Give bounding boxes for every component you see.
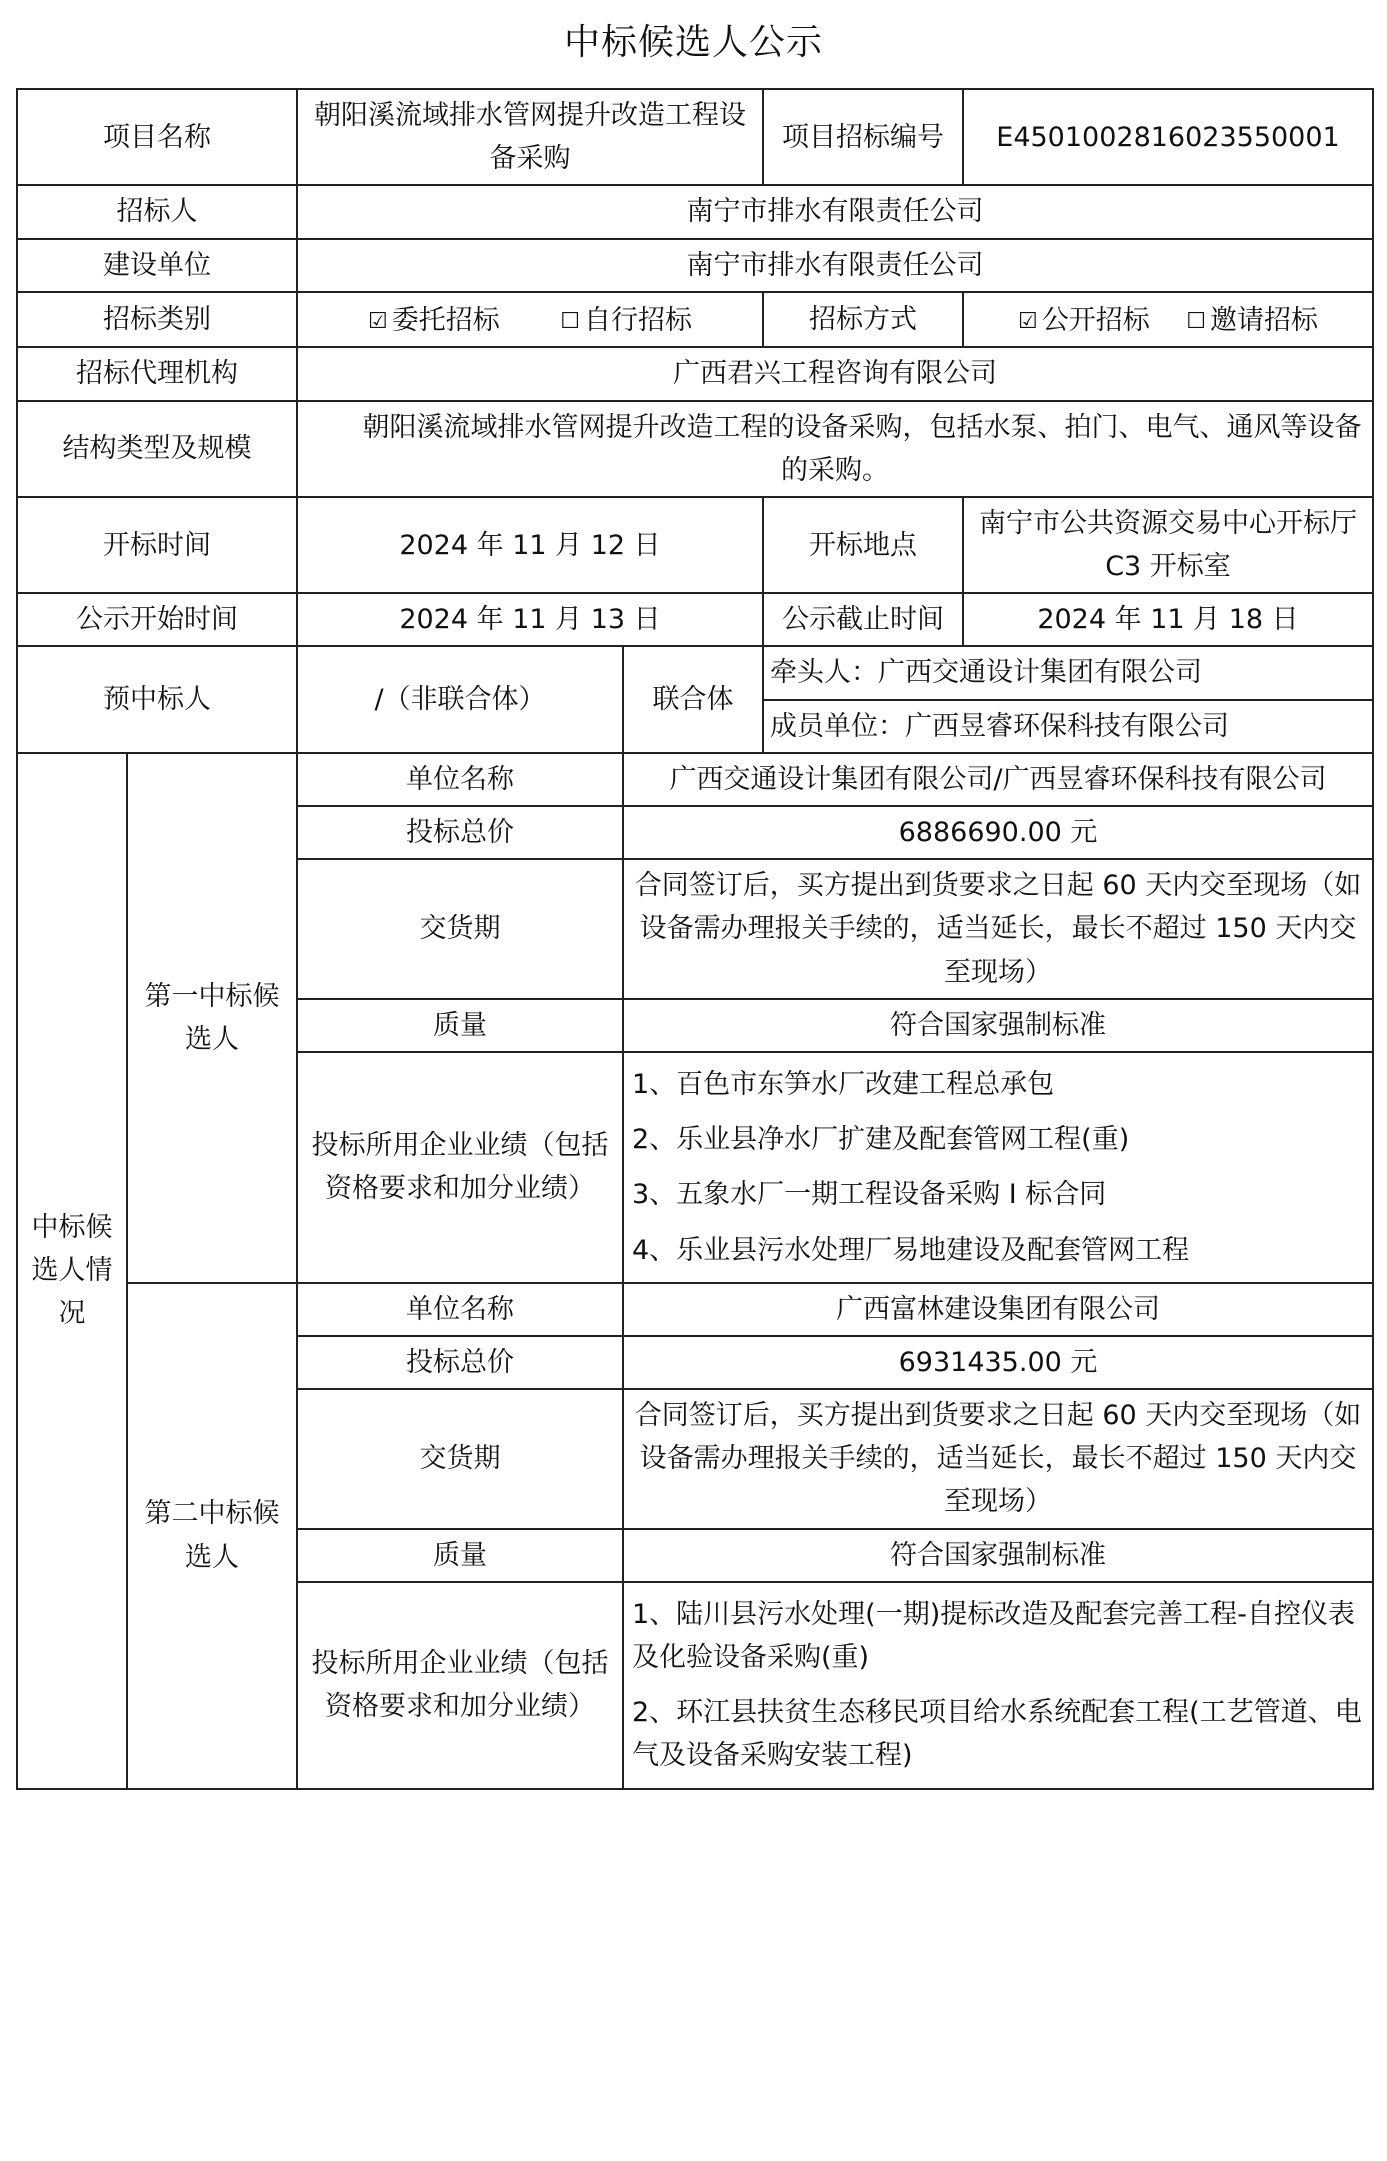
opening-time-label: 开标时间 (17, 497, 297, 593)
candidate-1-name-label: 单位名称 (297, 753, 623, 806)
candidate-1-quality: 符合国家强制标准 (623, 999, 1373, 1052)
consortium-leader: 牵头人：广西交通设计集团有限公司 (764, 647, 1372, 700)
option-invite-label: 邀请招标 (1210, 305, 1319, 337)
candidate-1-price-label: 投标总价 (297, 806, 623, 859)
opening-place-label: 开标地点 (763, 497, 963, 593)
tender-code-value: E4501002816023550001 (963, 89, 1373, 185)
tender-method-options (963, 292, 1373, 348)
option-invite[interactable] (1186, 299, 1318, 342)
row-opening (17, 497, 1373, 593)
candidate-2-quality-label: 质量 (297, 1529, 623, 1582)
opening-place-value: 南宁市公共资源交易中心开标厅 C3 开标室 (963, 497, 1373, 593)
opening-time-value: 2024 年 11 月 12 日 (297, 497, 763, 593)
agency-value: 广西君兴工程咨询有限公司 (297, 347, 1373, 400)
pre-winner-value: /（非联合体） (297, 646, 623, 752)
publicity-start-value: 2024 年 11 月 13 日 (297, 593, 763, 646)
perf-item: 1、陆川县污水处理(一期)提标改造及配套完善工程-自控仪表及化验设备采购(重) (632, 1598, 1355, 1674)
candidate-2-row-name (17, 1283, 1373, 1336)
agency-label: 招标代理机构 (17, 347, 297, 400)
row-publicity (17, 593, 1373, 646)
scale-value: 朝阳溪流域排水管网提升改造工程的设备采购，包括水泵、拍门、电气、通风等设备的采购。 (297, 401, 1373, 497)
row-pre-winner (17, 646, 1373, 752)
builder-value: 南宁市排水有限责任公司 (297, 239, 1373, 292)
tenderer-value: 南宁市排水有限责任公司 (297, 185, 1373, 238)
candidate-1-label: 第一中标候选人 (127, 753, 297, 1283)
publicity-end-value: 2024 年 11 月 18 日 (963, 593, 1373, 646)
builder-label: 建设单位 (17, 239, 297, 292)
candidate-2-name: 广西富林建设集团有限公司 (623, 1283, 1373, 1336)
project-name-label: 项目名称 (17, 89, 297, 185)
perf-item: 2、乐业县净水厂扩建及配套管网工程(重) (632, 1124, 1130, 1156)
project-name-value: 朝阳溪流域排水管网提升改造工程设备采购 (297, 89, 763, 185)
candidate-1-price: 6886690.00 元 (623, 806, 1373, 859)
option-entrusted-label: 委托招标 (391, 305, 500, 337)
notice-table-main (16, 88, 1374, 1790)
row-tender-type (17, 292, 1373, 348)
candidate-2-label: 第二中标候选人 (127, 1283, 297, 1789)
candidate-2-price-label: 投标总价 (297, 1336, 623, 1389)
checkbox-empty-icon[interactable]: ☐ (560, 308, 581, 334)
row-agency (17, 347, 1373, 400)
publicity-end-label: 公示截止时间 (763, 593, 963, 646)
candidate-1-quality-label: 质量 (297, 999, 623, 1052)
checkbox-checked-icon[interactable]: ☑ (367, 308, 388, 334)
consortium-value (763, 646, 1373, 752)
option-entrusted[interactable] (368, 299, 500, 342)
section-label: 中标候选人情况 (17, 753, 127, 1789)
candidate-1-delivery-label: 交货期 (297, 859, 623, 999)
consortium-label: 联合体 (623, 646, 763, 752)
tender-method-label: 招标方式 (763, 292, 963, 348)
candidate-2-price: 6931435.00 元 (623, 1336, 1373, 1389)
option-self[interactable] (560, 299, 692, 342)
option-open[interactable] (1018, 299, 1150, 342)
candidate-1-row-name (17, 753, 1373, 806)
checkbox-checked-icon[interactable]: ☑ (1017, 308, 1038, 334)
option-self-label: 自行招标 (584, 305, 693, 337)
page-title: 中标候选人公示 (563, 22, 823, 63)
scale-label: 结构类型及规模 (17, 401, 297, 497)
publicity-start-label: 公示开始时间 (17, 593, 297, 646)
candidate-1-perf-list (623, 1052, 1373, 1283)
perf-item: 4、乐业县污水处理厂易地建设及配套管网工程 (632, 1234, 1190, 1266)
candidate-2-delivery: 合同签订后，买方提出到货要求之日起 60 天内交至现场（如设备需办理报关手续的，适当延长，最长不超过 150 天内交至现场） (623, 1389, 1373, 1529)
perf-item: 1、百色市东笋水厂改建工程总承包 (632, 1068, 1055, 1100)
perf-item: 2、环江县扶贫生态移民项目给水系统配套工程(工艺管道、电气及设备采购安装工程) (632, 1697, 1362, 1772)
checkbox-empty-icon[interactable]: ☐ (1186, 308, 1207, 334)
row-builder (17, 239, 1373, 292)
row-tenderer (17, 185, 1373, 238)
candidate-2-perf-list (623, 1582, 1373, 1789)
candidate-2-delivery-label: 交货期 (297, 1389, 623, 1529)
tender-code-label: 项目招标编号 (763, 89, 963, 185)
tender-type-label: 招标类别 (17, 292, 297, 348)
tenderer-label: 招标人 (17, 185, 297, 238)
candidate-1-delivery: 合同签订后，买方提出到货要求之日起 60 天内交至现场（如设备需办理报关手续的，适当延长，最长不超过 150 天内交至现场） (623, 859, 1373, 999)
tender-type-options (297, 292, 763, 348)
option-open-label: 公开招标 (1041, 305, 1150, 337)
perf-item: 3、五象水厂一期工程设备采购 I 标合同 (632, 1179, 1107, 1211)
consortium-member: 成员单位：广西昱睿环保科技有限公司 (770, 710, 1229, 742)
candidate-2-perf-label: 投标所用企业业绩（包括资格要求和加分业绩） (297, 1582, 623, 1789)
candidate-2-name-label: 单位名称 (297, 1283, 623, 1336)
row-project (17, 89, 1373, 185)
candidate-1-perf-label: 投标所用企业业绩（包括资格要求和加分业绩） (297, 1052, 623, 1283)
row-scale (17, 401, 1373, 497)
candidate-1-name: 广西交通设计集团有限公司/广西昱睿环保科技有限公司 (623, 753, 1373, 806)
pre-winner-label: 预中标人 (17, 646, 297, 752)
candidate-2-quality: 符合国家强制标准 (623, 1529, 1373, 1582)
